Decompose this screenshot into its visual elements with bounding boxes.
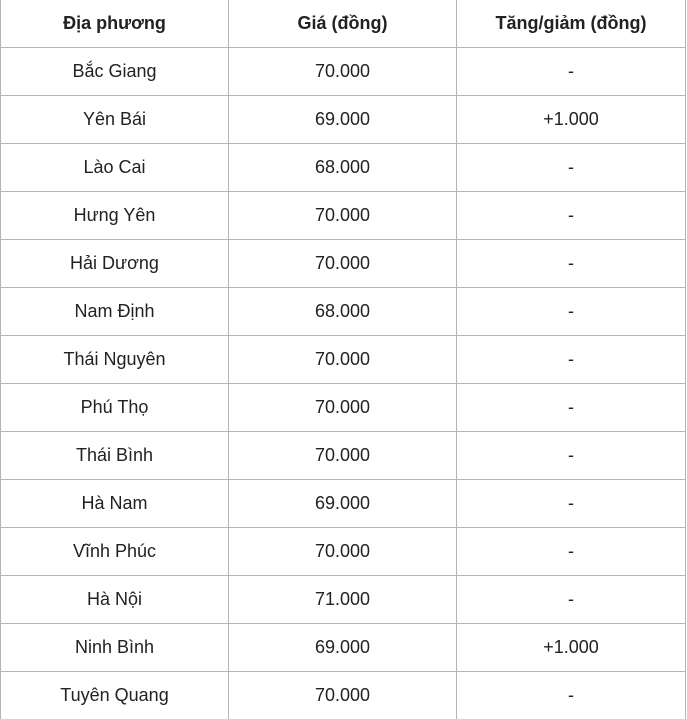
cell-change: - xyxy=(457,576,686,624)
cell-location: Thái Bình xyxy=(1,432,229,480)
table-row xyxy=(1,432,686,480)
cell-location: Phú Thọ xyxy=(1,384,229,432)
table-row xyxy=(1,576,686,624)
cell-location: Hà Nam xyxy=(1,480,229,528)
cell-change: - xyxy=(457,144,686,192)
table-row xyxy=(1,240,686,288)
cell-price: 70.000 xyxy=(229,48,457,96)
cell-location: Yên Bái xyxy=(1,96,229,144)
table-row xyxy=(1,672,686,719)
cell-price: 70.000 xyxy=(229,432,457,480)
cell-change: - xyxy=(457,480,686,528)
table-row xyxy=(1,192,686,240)
cell-price: 70.000 xyxy=(229,240,457,288)
cell-location: Hải Dương xyxy=(1,240,229,288)
cell-price: 70.000 xyxy=(229,384,457,432)
table-row xyxy=(1,336,686,384)
table-row xyxy=(1,96,686,144)
cell-price: 71.000 xyxy=(229,576,457,624)
header-row xyxy=(1,0,686,48)
cell-location: Thái Nguyên xyxy=(1,336,229,384)
cell-price: 68.000 xyxy=(229,288,457,336)
cell-location: Bắc Giang xyxy=(1,48,229,96)
cell-price: 70.000 xyxy=(229,528,457,576)
cell-price: 69.000 xyxy=(229,96,457,144)
header-change: Tăng/giảm (đồng) xyxy=(457,0,686,48)
cell-price: 70.000 xyxy=(229,336,457,384)
cell-location: Hưng Yên xyxy=(1,192,229,240)
cell-price: 70.000 xyxy=(229,192,457,240)
cell-change: +1.000 xyxy=(457,624,686,672)
cell-location: Lào Cai xyxy=(1,144,229,192)
cell-location: Nam Định xyxy=(1,288,229,336)
cell-price: 69.000 xyxy=(229,624,457,672)
cell-location: Ninh Bình xyxy=(1,624,229,672)
cell-price: 69.000 xyxy=(229,480,457,528)
cell-price: 68.000 xyxy=(229,144,457,192)
cell-change: - xyxy=(457,672,686,719)
table-row xyxy=(1,288,686,336)
header-price: Giá (đồng) xyxy=(229,0,457,48)
cell-change: - xyxy=(457,48,686,96)
table-header xyxy=(1,0,686,48)
cell-change: - xyxy=(457,336,686,384)
cell-change: - xyxy=(457,432,686,480)
table-row xyxy=(1,48,686,96)
header-location: Địa phương xyxy=(1,0,229,48)
table-body xyxy=(1,48,686,719)
cell-change: +1.000 xyxy=(457,96,686,144)
table-row xyxy=(1,624,686,672)
cell-change: - xyxy=(457,384,686,432)
cell-change: - xyxy=(457,528,686,576)
table-row xyxy=(1,384,686,432)
cell-change: - xyxy=(457,240,686,288)
table-row xyxy=(1,480,686,528)
cell-location: Vĩnh Phúc xyxy=(1,528,229,576)
cell-price: 70.000 xyxy=(229,672,457,719)
cell-location: Tuyên Quang xyxy=(1,672,229,719)
cell-change: - xyxy=(457,288,686,336)
cell-location: Hà Nội xyxy=(1,576,229,624)
table-row xyxy=(1,144,686,192)
table-row xyxy=(1,528,686,576)
cell-change: - xyxy=(457,192,686,240)
